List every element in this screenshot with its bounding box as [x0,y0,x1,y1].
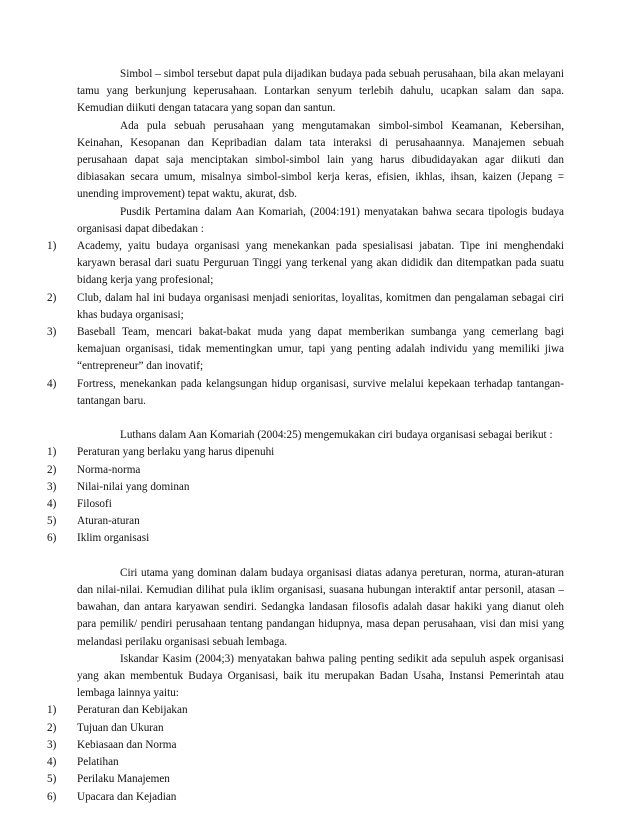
paragraph-pusdik: Pusdik Pertamina dalam Aan Komariah, (2004:191) menyatakan bahwa secara tipologis budaya organisasi dapat dibedakan : [77,205,564,235]
paragraph-simbol: Simbol – simbol tersebut dapat pula dijadikan budaya pada sebuah perusahaan, bila akan melayani tamu yang berkunjung keperusahaan. Lontarkan senyum terlebih dahulu, ucapkan salam dan sapa. Kemudian diikuti dengan tatacara yang sopan dan santun. [77,68,564,115]
paragraph-iskandar: Iskandar Kasim (2004;3) menyatakan bahwa paling penting sedikit ada sepuluh aspek organisasi yang akan membentuk Budaya Organisasi, baik itu merupakan Badan Usaha, Instansi Pemerintah atau lembaga lainnya yaitu: [77,652,564,700]
list-item [47,513,564,530]
list-number: 5) [47,773,57,786]
list-number: 6) [47,790,57,803]
list-text: Tujuan dan Ukuran [77,721,164,734]
list-text: Club, dalam hal ini budaya organisasi menjadi senioritas, loyalitas, komitmen dan pengalaman sebagai ciri khas budaya organisasi; [77,291,564,321]
list-item [47,496,564,513]
list-item [47,720,564,737]
list-text: Baseball Team, mencari bakat-bakat muda yang dapat memberikan sumbanga yang cemerlang bagi kemajuan organisasi, tidak mementingkan umur, tapi yang penting adalah individu yang memiliki jiwa “entrepreneur” dan inovatif; [77,326,564,373]
list-item [47,754,564,771]
list-number: 6) [47,532,57,545]
list-item [47,324,564,376]
spacer [77,548,564,565]
list-text: Kebiasaan dan Norma [77,738,177,751]
list-item [47,702,564,719]
list-number: 3) [47,480,57,493]
list-text: Norma-norma [77,463,141,476]
list-number: 1) [47,240,57,253]
list-text: Aturan-aturan [77,515,140,528]
spacer [77,410,564,427]
list-item [47,530,564,547]
list-number: 1) [47,704,57,717]
list-item [47,737,564,754]
list-number: 2) [47,721,57,734]
list-number: 3) [47,326,57,339]
list-text: Academy, yaitu budaya organisasi yang menekankan pada spesialisasi jabatan. Tipe ini menghendaki karyawn berasal dari suatu Perguruan Tinggi yang terkenal yang akan dididik dan ditempatkan pada suatu bidang kerja yang profesional; [77,240,564,287]
list-text: Fortress, menekankan pada kelangsungan hidup organisasi, survive melalui kepekaan terhadap tantangan-tantangan baru. [77,377,564,407]
list-item [47,376,564,410]
paragraph-luthans: Luthans dalam Aan Komariah (2004:25) mengemukakan ciri budaya organisasi sebagai berikut : [120,429,553,442]
body-text [47,66,564,806]
list-number: 4) [47,756,57,769]
list-text: Upacara dan Kejadian [77,790,177,803]
list-item [47,238,564,290]
list-number: 2) [47,291,57,304]
list-text: Filosofi [77,498,112,511]
typology-list [47,238,564,410]
list-text: Perilaku Manajemen [77,773,170,786]
list-text: Peraturan dan Kebijakan [77,704,188,717]
list-item [47,462,564,479]
list-text: Nilai-nilai yang dominan [77,480,190,493]
list-number: 4) [47,377,57,390]
paragraph-keamanan: Ada pula sebuah perusahaan yang mengutamakan simbol-simbol Keamanan, Kebersihan, Keinahan, Kesopanan dan Kepribadian dalam tata interaksi di perusahaannya. Manajemen sebuah perusahaan dapat saja menciptakan simbol-simbol lain yang harus dibudidayakan agar diikuti dan dibiasakan secara umum, misalnya simbol-simbol kerja keras, efisien, ikhlas, ihsan, kaizen (Jepang = unending improvement) tepat waktu, akurat, dsb. [77,119,564,201]
list-item [47,290,564,324]
list-text: Iklim organisasi [77,532,150,545]
paragraph-ciri-utama: Ciri utama yang dominan dalam budaya organisasi diatas adanya pereturan, norma, aturan-aturan dan nilai-nilai. Kemudian dilihat pula iklim organisasi, suasana hubungan interaktif antar personil, atasan – bawahan, dan antara karyawan sendiri. Sedangka landasan filosofis adalah dasar hakiki yang dianut oleh para pemilik/ pendiri perusahaan tentang pandangan hidupnya, masa depan perusahaan, visi dan misi yang melandasi perilaku organisasi sebuah lembaga. [77,566,564,648]
list-number: 4) [47,498,57,511]
list-number: 2) [47,463,57,476]
aspects-list [47,702,564,805]
list-number: 5) [47,515,57,528]
list-number: 1) [47,446,57,459]
list-item [47,444,564,461]
list-number: 3) [47,738,57,751]
list-item [47,789,564,806]
list-text: Peraturan yang berlaku yang harus dipenuhi [77,446,275,459]
list-text: Pelatihan [77,756,119,769]
list-item [47,771,564,788]
characteristics-list [47,444,564,547]
list-item [47,479,564,496]
